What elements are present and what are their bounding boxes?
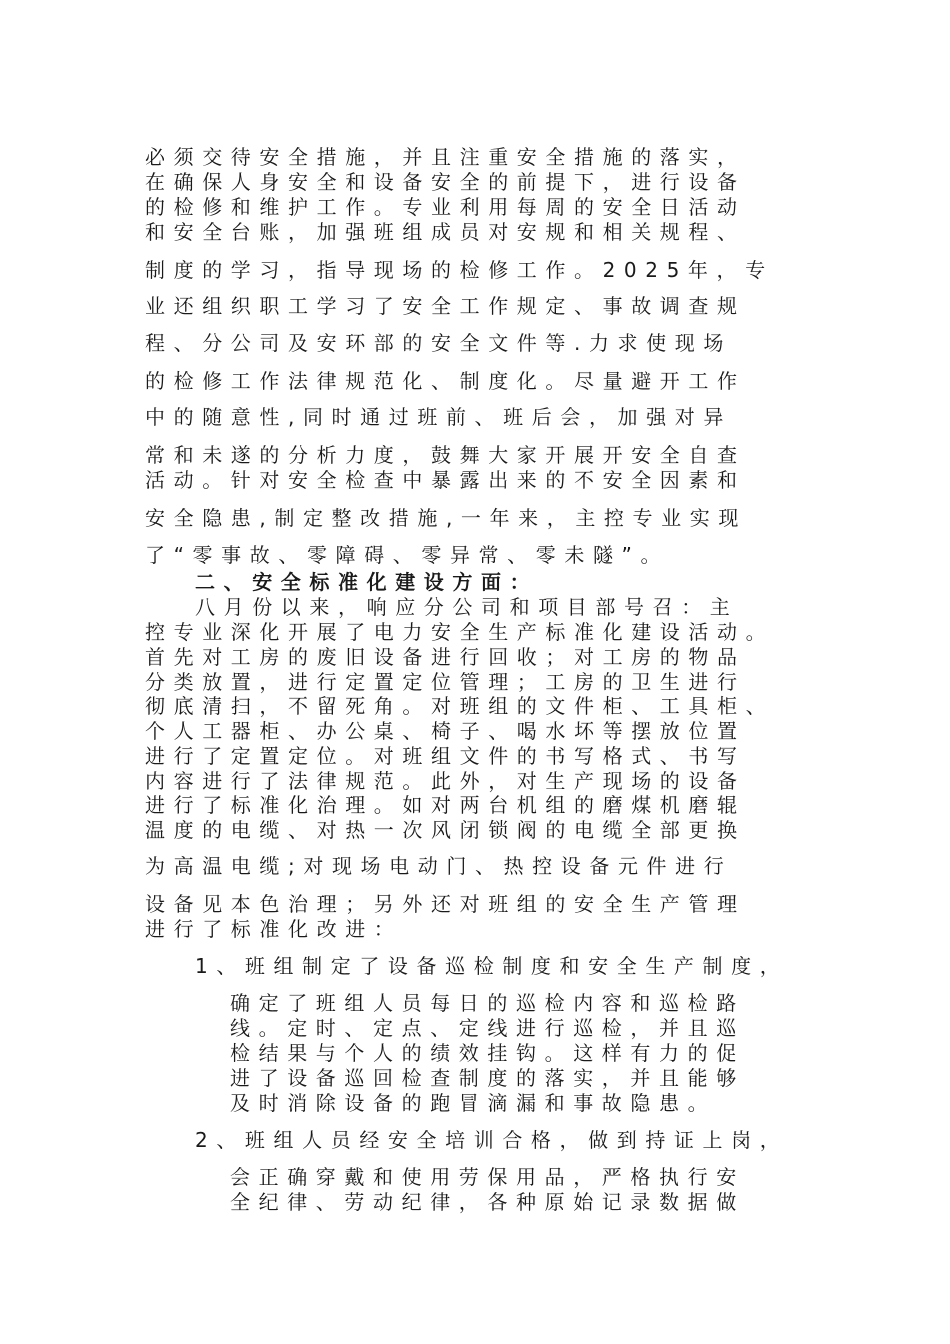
text-line: 为高温电缆;对现场电动门、热控设备元件进行 (145, 854, 733, 878)
text-line: 在确保人身安全和设备安全的前提下，进行设备 (145, 170, 746, 194)
list-item-2: 2、班组人员经安全培训合格，做到持证上岗， (195, 1128, 789, 1152)
text-line: 进了设备巡回检查制度的落实，并且能够 (230, 1066, 745, 1090)
text-line: 控专业深化开展了电力安全生产标准化建设活动。 (145, 620, 775, 644)
text-line: 的检修和维护工作。专业利用每周的安全日活动 (145, 195, 746, 219)
text-line: 内容进行了法律规范。此外，对生产现场的设备 (145, 769, 746, 793)
text-line: 进行了标准化改进： (145, 917, 403, 941)
text-line: 进行了标准化治理。如对两台机组的磨煤机磨辊 (145, 793, 746, 817)
text-line: 程、分公司及安环部的安全文件等.力求使现场 (145, 331, 732, 355)
text-line: 安全隐患,制定整改措施,一年来，主控专业实现 (145, 506, 747, 530)
text-line: 彻底清扫，不留死角。对班组的文件柜、工具柜、 (145, 694, 775, 718)
text-line: 八月份以来，响应分公司和项目部号召：主 (195, 595, 739, 619)
text-line: 必须交待安全措施，并且注重安全措施的落实， (145, 145, 746, 169)
text-line: 的检修工作法律规范化、制度化。尽量避开工作 (145, 369, 746, 393)
text-line: 设备见本色治理；另外还对班组的安全生产管理 (145, 892, 746, 916)
text-line: 制度的学习，指导现场的检修工作。2025年，专 (145, 258, 774, 282)
text-line: 个人工器柜、办公桌、椅子、喝水坏等摆放位置 (145, 719, 746, 743)
text-line: 了“零事故、零障碍、零异常、零未隧”。 (145, 543, 670, 567)
text-line: 活动。针对安全检查中暴露出来的不安全因素和 (145, 468, 746, 492)
text-line: 中的随意性,同时通过班前、班后会，加强对异 (145, 405, 732, 429)
section-heading: 二、安全标准化建设方面： (195, 570, 539, 594)
text-line: 会正确穿戴和使用劳保用品，严格执行安 (230, 1165, 745, 1189)
text-line: 进行了定置定位。对班组文件的书写格式、书写 (145, 744, 746, 768)
text-line: 业还组织职工学习了安全工作规定、事故调查规 (145, 294, 746, 318)
text-line: 线。定时、定点、定线进行巡检，并且巡 (230, 1016, 745, 1040)
text-line: 分类放置，进行定置定位管理；工房的卫生进行 (145, 670, 746, 694)
text-line: 检结果与个人的绩效挂钩。这样有力的促 (230, 1041, 745, 1065)
text-line: 温度的电缆、对热一次风闭锁阀的电缆全部更换 (145, 818, 746, 842)
text-line: 和安全台账，加强班组成员对安规和相关规程、 (145, 220, 746, 244)
text-line: 首先对工房的废旧设备进行回收；对工房的物品 (145, 645, 746, 669)
text-line: 常和未遂的分析力度，鼓舞大家开展开安全自查 (145, 443, 746, 467)
text-line: 全纪律、劳动纪律，各种原始记录数据做 (230, 1190, 745, 1214)
text-line: 及时消除设备的跑冒滴漏和事故隐患。 (230, 1091, 717, 1115)
list-item-1: 1、班组制定了设备巡检制度和安全生产制度， (195, 954, 789, 978)
text-line: 确定了班组人员每日的巡检内容和巡检路 (230, 991, 745, 1015)
